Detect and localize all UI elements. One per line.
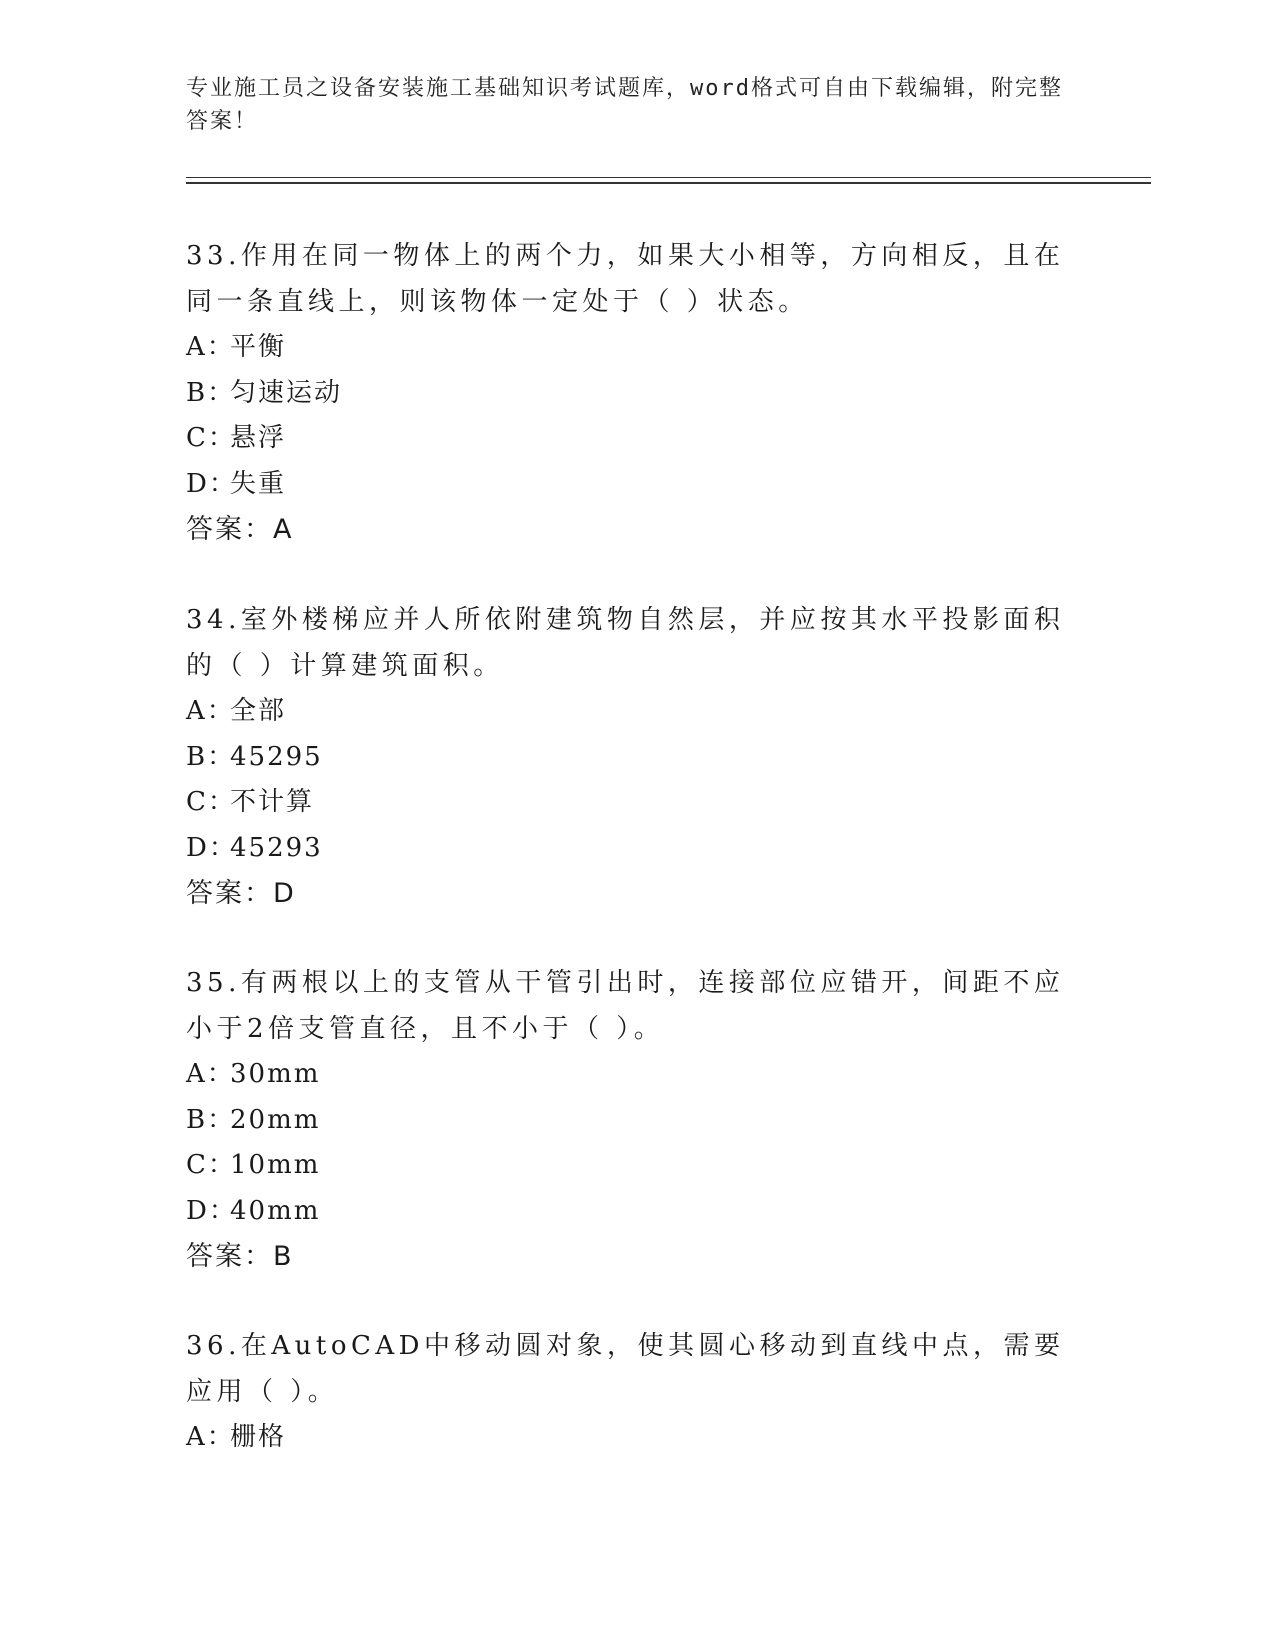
question-stem: 33.作用在同一物体上的两个力，如果大小相等，方向相反，且在同一条直线上，则该物体一定处于（ ）状态。 — [186, 241, 1065, 317]
option-key: B： — [186, 1104, 236, 1135]
option-text: 10mm — [230, 1150, 321, 1180]
option-text: 不计算 — [230, 787, 315, 817]
option-text: 20mm — [230, 1104, 321, 1135]
option-b — [186, 735, 1086, 781]
answer-label: 答案：A — [186, 514, 294, 545]
option-key: C： — [186, 423, 236, 453]
option-b — [186, 371, 1086, 417]
option-d — [186, 462, 1086, 508]
question-33 — [186, 233, 1086, 553]
option-key: A： — [186, 332, 235, 362]
option-b — [186, 1098, 1086, 1144]
option-a — [186, 689, 1086, 735]
option-d — [186, 826, 1086, 872]
option-text: 全部 — [230, 696, 287, 726]
question-36 — [186, 1323, 1086, 1461]
option-key: D： — [186, 468, 237, 499]
option-text: 30mm — [230, 1059, 321, 1089]
document-header: 专业施工员之设备安装施工基础知识考试题库，word格式可自由下载编辑，附完整答案！ — [186, 76, 1063, 134]
header-divider-thin — [186, 177, 1151, 178]
option-c — [186, 1143, 1086, 1189]
option-c — [186, 416, 1086, 462]
option-a — [186, 1052, 1086, 1098]
option-a — [186, 1415, 1086, 1461]
question-35 — [186, 960, 1086, 1280]
option-text: 45295 — [230, 741, 323, 772]
option-text: 平衡 — [230, 332, 287, 362]
answer-label: 答案：B — [186, 1241, 294, 1272]
option-text: 悬浮 — [230, 423, 287, 453]
header-divider-thick — [186, 182, 1151, 184]
option-key: D： — [186, 1195, 237, 1226]
question-stem: 35.有两根以上的支管从干管引出时，连接部位应错开，间距不应小于2倍支管直径，且不小于（ ）。 — [186, 968, 1065, 1044]
option-c — [186, 780, 1086, 826]
question-34 — [186, 597, 1086, 917]
option-text: 45293 — [230, 832, 323, 863]
option-key: D： — [186, 832, 237, 863]
question-stem: 36.在AutoCAD中移动圆对象，使其圆心移动到直线中点，需要应用（ ）。 — [186, 1331, 1065, 1407]
answer-label: 答案：D — [186, 878, 296, 909]
option-text: 匀速运动 — [230, 377, 343, 408]
option-key: C： — [186, 1150, 236, 1180]
option-key: A： — [186, 696, 235, 726]
option-d — [186, 1189, 1086, 1235]
option-key: B： — [186, 741, 236, 772]
option-text: 40mm — [230, 1195, 321, 1226]
option-key: A： — [186, 1422, 235, 1452]
option-text: 栅格 — [230, 1422, 287, 1452]
option-text: 失重 — [230, 468, 287, 499]
option-key: A： — [186, 1059, 235, 1089]
option-key: C： — [186, 787, 236, 817]
option-a — [186, 325, 1086, 371]
option-key: B： — [186, 377, 236, 408]
question-stem: 34.室外楼梯应并人所依附建筑物自然层，并应按其水平投影面积的（ ）计算建筑面积。 — [186, 605, 1065, 681]
